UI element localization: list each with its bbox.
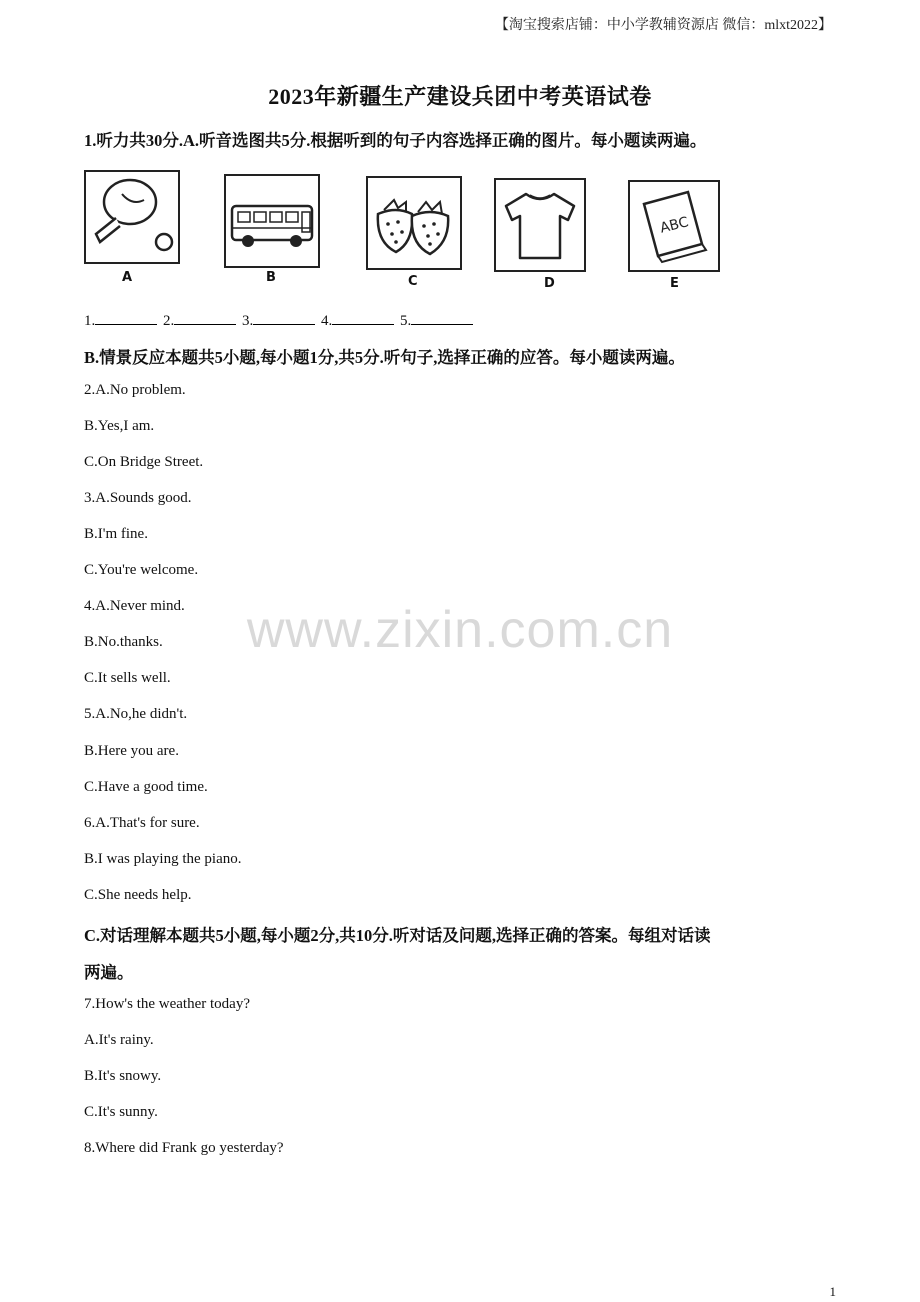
section-c-heading: C.对话理解本题共5小题,每小题2分,共10分.听对话及问题,选择正确的答案。每组对话读 xyxy=(84,926,711,945)
option-line: B.No.thanks. xyxy=(84,634,163,650)
section-a-heading: 1.听力共30分.A.听音选图共5分.根据听到的句子内容选择正确的图片。每小题读两遍。 xyxy=(84,131,707,150)
option-line: A.It's rainy. xyxy=(84,1032,154,1048)
option-line: 4.A.Never mind. xyxy=(84,598,185,614)
option-line: B.Yes,I am. xyxy=(84,418,155,434)
picture-d xyxy=(494,178,586,272)
answer-blank[interactable] xyxy=(332,310,394,325)
blank-number: 3. xyxy=(242,313,254,329)
picture-letter: E xyxy=(670,276,679,291)
section-c-heading-cont: 两遍。 xyxy=(84,963,134,982)
picture-b xyxy=(224,174,320,268)
blank-number: 4. xyxy=(321,313,333,329)
question-line: 8.Where did Frank go yesterday? xyxy=(84,1140,284,1156)
option-line: C.She needs help. xyxy=(84,887,192,903)
option-line: C.Have a good time. xyxy=(84,779,208,795)
answer-blanks xyxy=(84,310,475,330)
picture-letter: B xyxy=(266,270,276,285)
tshirt-icon xyxy=(496,180,584,270)
section-b-heading: B.情景反应本题共5小题,每小题1分,共5分.听句子,选择正确的应答。每小题读两遍。 xyxy=(84,348,685,367)
answer-blank[interactable] xyxy=(95,310,157,325)
blank-number: 5. xyxy=(400,313,412,329)
page-title: 2023年新疆生产建设兵团中考英语试卷 xyxy=(268,84,652,109)
bus-icon xyxy=(226,176,318,266)
abc-book-icon xyxy=(630,182,718,270)
option-line: B.I'm fine. xyxy=(84,526,148,542)
option-line: C.On Bridge Street. xyxy=(84,454,204,470)
option-line: B.It's snowy. xyxy=(84,1068,162,1084)
blank-number: 1. xyxy=(84,313,96,329)
ping-pong-icon xyxy=(86,172,178,262)
book-cover-text: ABC xyxy=(658,214,691,237)
picture-options xyxy=(82,166,742,296)
option-line: C.You're welcome. xyxy=(84,562,199,578)
blank-number: 2. xyxy=(163,313,175,329)
option-line: C.It sells well. xyxy=(84,670,171,686)
watermark: www.zixin.com.cn xyxy=(246,601,674,659)
picture-letter: A xyxy=(122,270,133,285)
header-note: 【淘宝搜索店铺：中小学教辅资源店 微信：mlxt2022】 xyxy=(494,18,832,33)
strawberry-icon xyxy=(368,178,460,268)
option-line: C.It's sunny. xyxy=(84,1104,158,1120)
answer-blank[interactable] xyxy=(411,310,473,325)
picture-letter: C xyxy=(408,274,418,289)
option-line: 3.A.Sounds good. xyxy=(84,490,192,506)
option-line: B.I was playing the piano. xyxy=(84,851,242,867)
option-line: B.Here you are. xyxy=(84,743,179,759)
picture-e xyxy=(628,180,720,272)
answer-blank[interactable] xyxy=(174,310,236,325)
option-line: 2.A.No problem. xyxy=(84,382,186,398)
picture-a xyxy=(84,170,180,264)
option-line: 5.A.No,he didn't. xyxy=(84,706,188,722)
question-line: 7.How's the weather today? xyxy=(84,996,250,1012)
page-number: 1 xyxy=(829,1284,836,1299)
picture-c xyxy=(366,176,462,270)
answer-blank[interactable] xyxy=(253,310,315,325)
picture-letter: D xyxy=(544,276,555,291)
option-line: 6.A.That's for sure. xyxy=(84,815,200,831)
